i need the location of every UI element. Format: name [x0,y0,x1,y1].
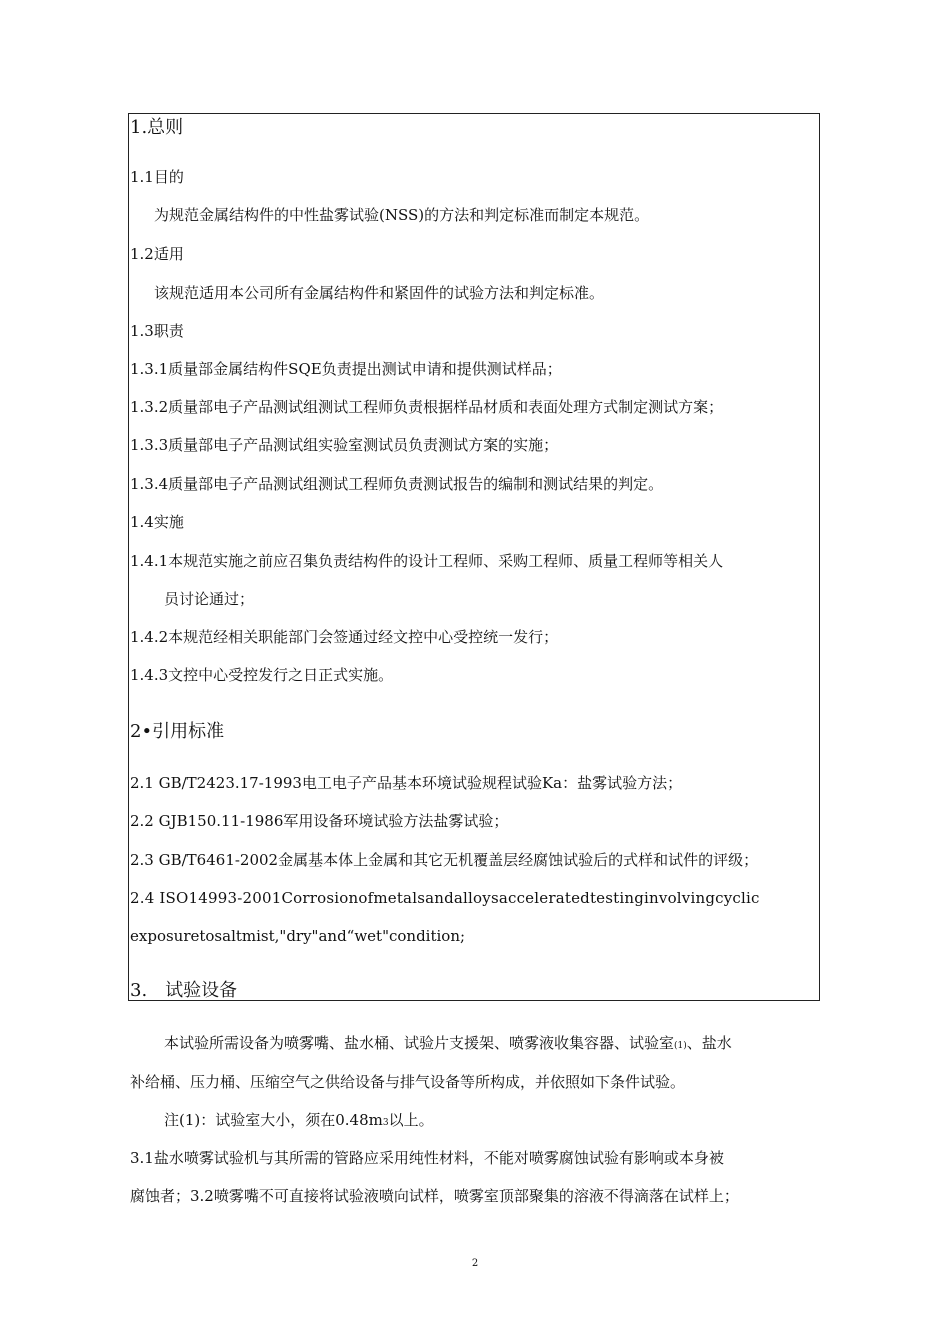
footnote-marker: (1) [674,1041,687,1051]
item-1-4-3: 1.4.3文控中心受控发行之日正式实施。 [130,666,394,684]
section-1-1-text: 为规范金属结构件的中性盐雾试验(NSS)的方法和判定标准而制定本规范。 [154,206,650,224]
section-1-2-text: 该规范适用本公司所有金属结构件和紧固件的试验方法和判定标准。 [154,284,605,302]
item-1-3-4: 1.3.4质量部电子产品测试组测试工程师负责测试报告的编制和测试结果的判定。 [130,475,664,493]
section-1-1-heading: 1.1目的 [130,168,184,186]
item-1-3-1: 1.3.1质量部金属结构件SQE负责提出测试申请和提供测试样品； [130,360,562,378]
item-1-4-1-line-1: 1.4.1本规范实施之前应召集负责结构件的设计工程师、采购工程师、质量工程师等相关人 [130,552,724,570]
section-1-heading: 1.总则 [130,117,184,138]
reference-2-4-line-2: exposuretosaltmist,"dry"and“wet"condition; [130,927,466,945]
note-text: 以上。 [388,1111,434,1129]
reference-2-3: 2.3 GB/T6461-2002金属基本体上金属和其它无机覆盖层经腐蚀试验后的式样和试件的评级； [130,851,759,869]
section-2-heading: 2•引用标准 [130,721,225,742]
item-1-4-1-line-2: 员讨论通过； [164,590,255,608]
item-1-4-2: 1.4.2本规范经相关职能部门会签通过经文控中心受控统一发行； [130,628,559,646]
note-text: 注(1)：试验室大小，须在0.48m [164,1111,383,1129]
item-3-1-line-1: 3.1盐水喷雾试验机与其所需的管路应采用纯性材料，不能对喷雾腐蚀试验有影响或本身被 [130,1149,724,1167]
section-3-paragraph-line-2: 补给桶、压力桶、压缩空气之供给设备与排气设备等所构成，并依照如下条件试验。 [130,1073,686,1091]
unit-superscript: 3 [382,1118,389,1128]
section-3-note [164,1110,434,1133]
section-1-4-heading: 1.4实施 [130,513,184,531]
section-1-3-heading: 1.3职责 [130,322,184,340]
section-3-heading: 3. 试验设备 [130,980,238,1001]
page-number: 2 [471,1258,479,1269]
reference-2-2: 2.2 GJB150.11-1986军用设备环境试验方法盐雾试验； [130,812,509,830]
section-1-2-heading: 1.2适用 [130,245,184,263]
section-3-paragraph-line-1 [164,1033,732,1056]
reference-2-4-line-1: 2.4 ISO14993-2001Corrosionofmetalsandalloysacceleratedtestinginvolvingcyclic [130,889,760,907]
paragraph-text: 、盐水 [686,1034,732,1052]
paragraph-text: 本试验所需设备为喷雾嘴、盐水桶、试验片支援架、喷雾液收集容器、试验室 [164,1034,675,1052]
reference-2-1: 2.1 GB/T2423.17-1993电工电子产品基本环境试验规程试验Ka：盐雾试验方法； [130,774,683,792]
item-3-1-line-2: 腐蚀者；3.2喷雾嘴不可直接将试验液喷向试样，喷雾室顶部聚集的溶液不得滴落在试样上； [130,1187,739,1205]
item-1-3-3: 1.3.3质量部电子产品测试组实验室测试员负责测试方案的实施； [130,436,559,454]
item-1-3-2: 1.3.2质量部电子产品测试组测试工程师负责根据样品材质和表面处理方式制定测试方案； [130,398,724,416]
